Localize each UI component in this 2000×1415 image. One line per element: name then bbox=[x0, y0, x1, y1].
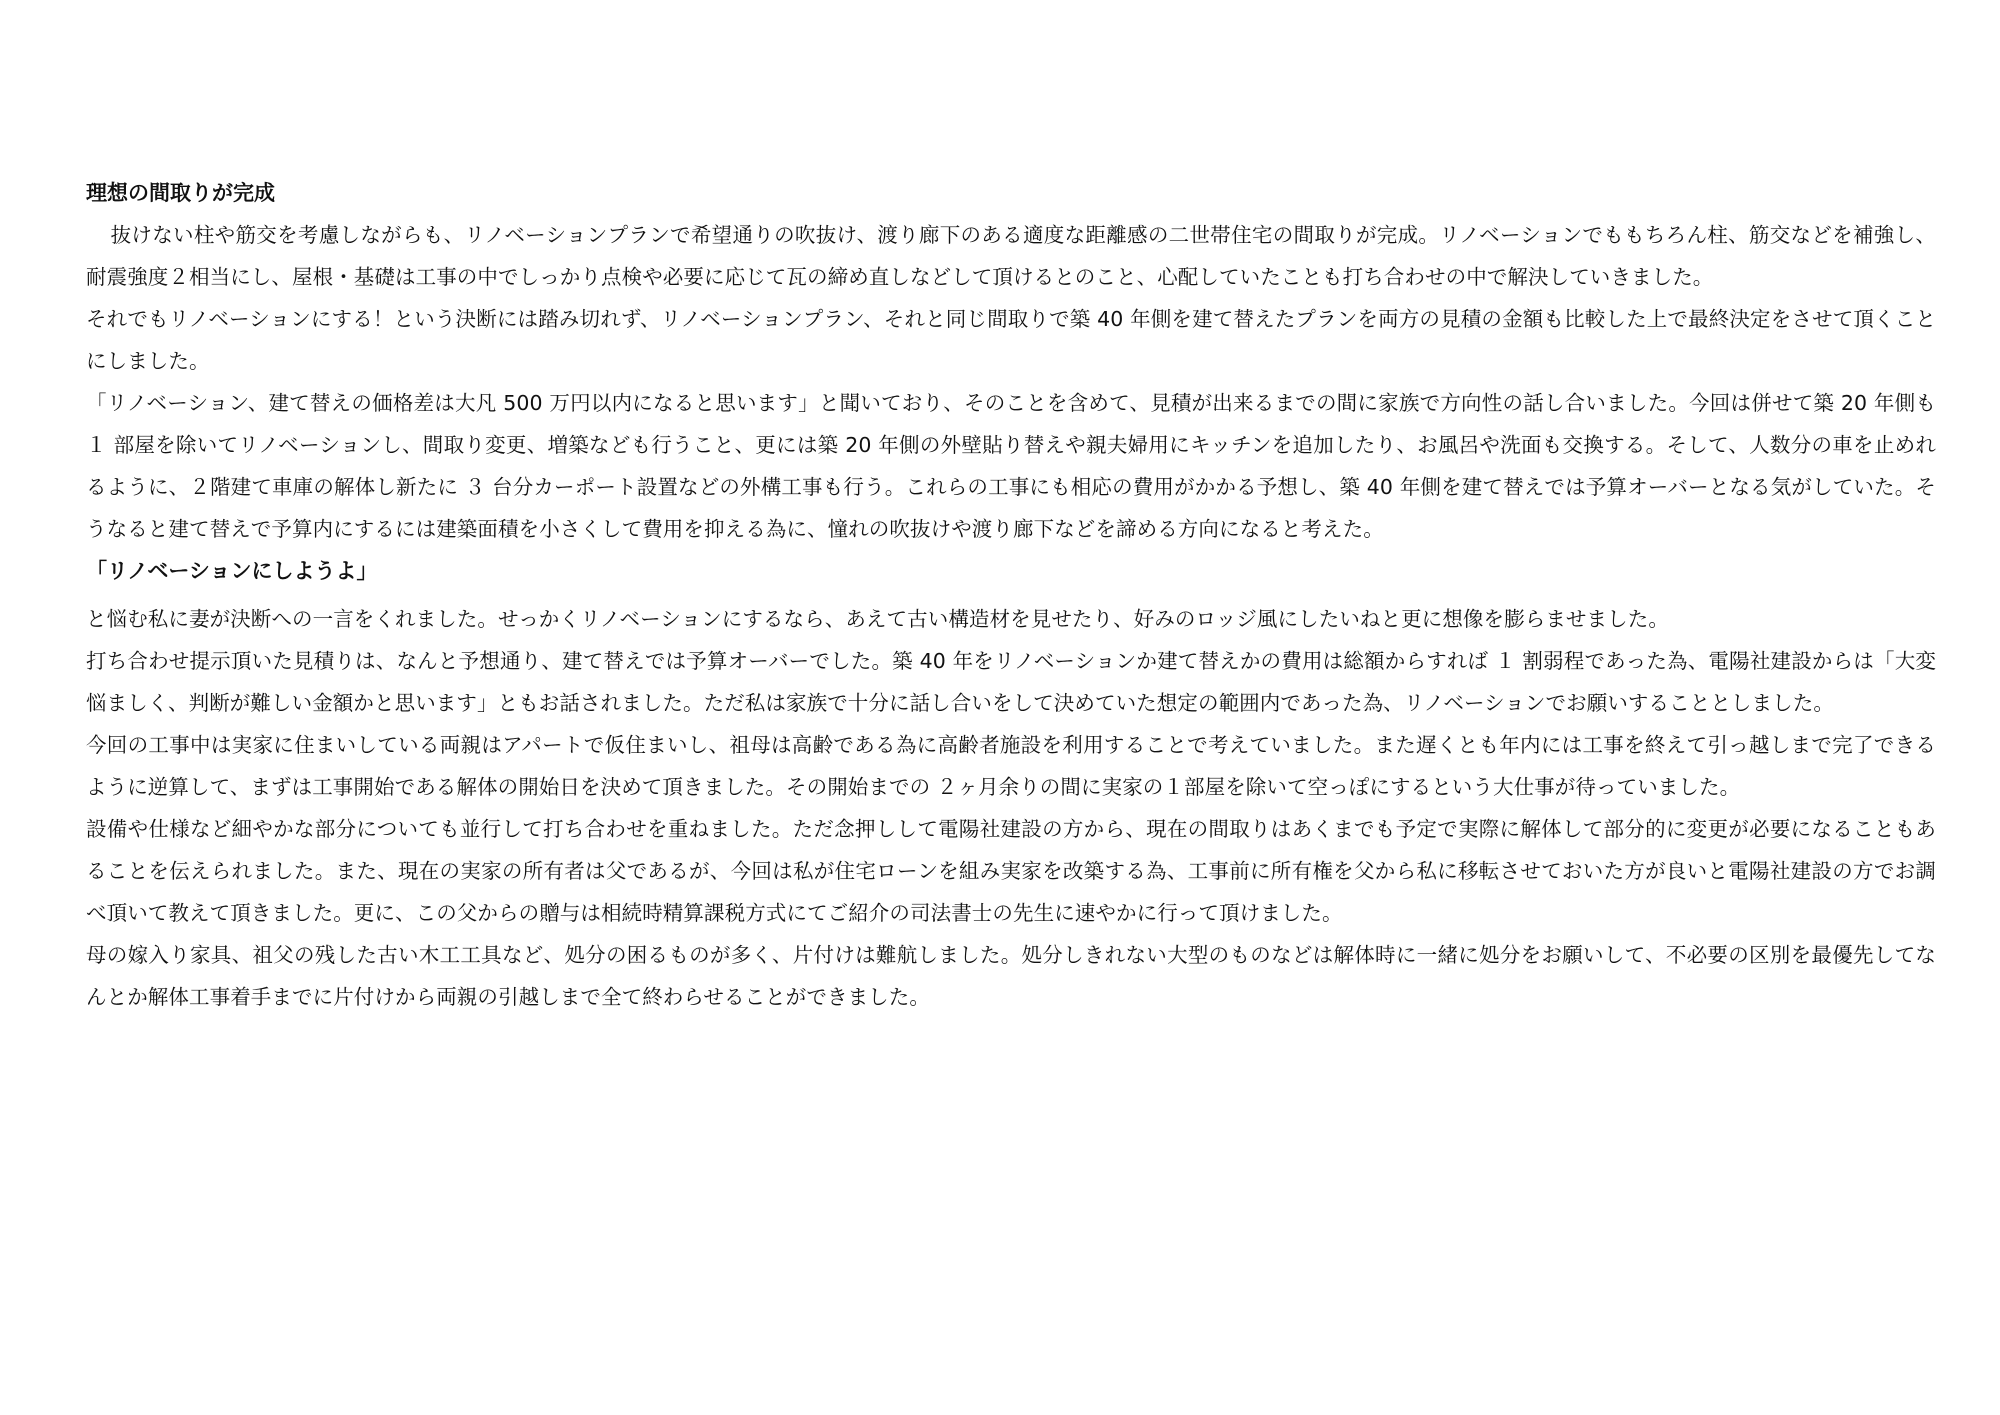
paragraph: と悩む私に妻が決断への一言をくれました。せっかくリノベーションにするなら、あえて古い構造材を見せたり、好みのロッジ風にしたいねと更に想像を膨らませました。 bbox=[86, 607, 1669, 631]
paragraph: 母の嫁入り家具、祖父の残した古い木工工具など、処分の困るものが多く、片付けは難航しました。処分しきれない大型のものなどは解体時に一緒に処分をお願いして、不必要の区別を最優先してなんとか解体工事着手までに片付けから両親の引越しまで全て終わらせることができました。 bbox=[86, 943, 1936, 1009]
quote-heading: 「リノベーションにしようよ」 bbox=[86, 559, 378, 583]
paragraph: 打ち合わせ提示頂いた見積りは、なんと予想通り、建て替えでは予算オーバーでした。築 40 年をリノベーションか建て替えかの費用は総額からすれば １ 割弱程であった為、電陽社建設からは「大変悩ましく、判断が難しい金額かと思います」ともお話されました。ただ私は家族で十分に話し合いをして決めていた想定の範囲内であった為、リノベーションでお願いすることとしました。 bbox=[86, 649, 1936, 715]
paragraph: 今回の工事中は実家に住まいしている両親はアパートで仮住まいし、祖母は高齢である為に高齢者施設を利用することで考えていました。また遅くとも年内には工事を終えて引っ越しまで完了できるように逆算して、まずは工事開始である解体の開始日を決めて頂きました。その開始までの ２ヶ月余りの間に実家の１部屋を除いて空っぽにするという大仕事が待っていました。 bbox=[86, 733, 1936, 799]
section-title: 理想の間取りが完成 bbox=[86, 181, 275, 205]
document-body bbox=[86, 172, 1936, 1018]
paragraph: それでもリノベーションにする！という決断には踏み切れず、リノベーションプラン、それと同じ間取りで築 40 年側を建て替えたプランを両方の見積の金額も比較した上で最終決定をさせて頂くことにしました。 bbox=[86, 307, 1936, 373]
paragraph: 抜けない柱や筋交を考慮しながらも、リノベーションプランで希望通りの吹抜け、渡り廊下のある適度な距離感の二世帯住宅の間取りが完成。リノベーションでももちろん柱、筋交などを補強し、耐震強度２相当にし、屋根・基礎は工事の中でしっかり点検や必要に応じて瓦の締め直しなどして頂けるとのこと、心配していたことも打ち合わせの中で解決していきました。 bbox=[86, 223, 1936, 289]
paragraph: 「リノベーション、建て替えの価格差は大凡 500 万円以内になると思います」と聞いており、そのことを含めて、見積が出来るまでの間に家族で方向性の話し合いました。今回は併せて築 20 年側も １ 部屋を除いてリノベーションし、間取り変更、増築なども行うこと、更には築 20 年側の外壁貼り替えや親夫婦用にキッチンを追加したり、お風呂や洗面も交換する。そして、人数分の車を止めれるように、２階建て車庫の解体し新たに ３ 台分カーポート設置などの外構工事も行う。これらの工事にも相応の費用がかかる予想し、築 40 年側を建て替えでは予算オーバーとなる気がしていた。そうなると建て替えで予算内にするには建築面積を小さくして費用を抑える為に、憧れの吹抜けや渡り廊下などを諦める方向になると考えた。 bbox=[86, 391, 1936, 541]
paragraph: 設備や仕様など細やかな部分についても並行して打ち合わせを重ねました。ただ念押しして電陽社建設の方から、現在の間取りはあくまでも予定で実際に解体して部分的に変更が必要になることもあることを伝えられました。また、現在の実家の所有者は父であるが、今回は私が住宅ローンを組み実家を改築する為、工事前に所有権を父から私に移転させておいた方が良いと電陽社建設の方でお調べ頂いて教えて頂きました。更に、この父からの贈与は相続時精算課税方式にてご紹介の司法書士の先生に速やかに行って頂けました。 bbox=[86, 817, 1936, 925]
